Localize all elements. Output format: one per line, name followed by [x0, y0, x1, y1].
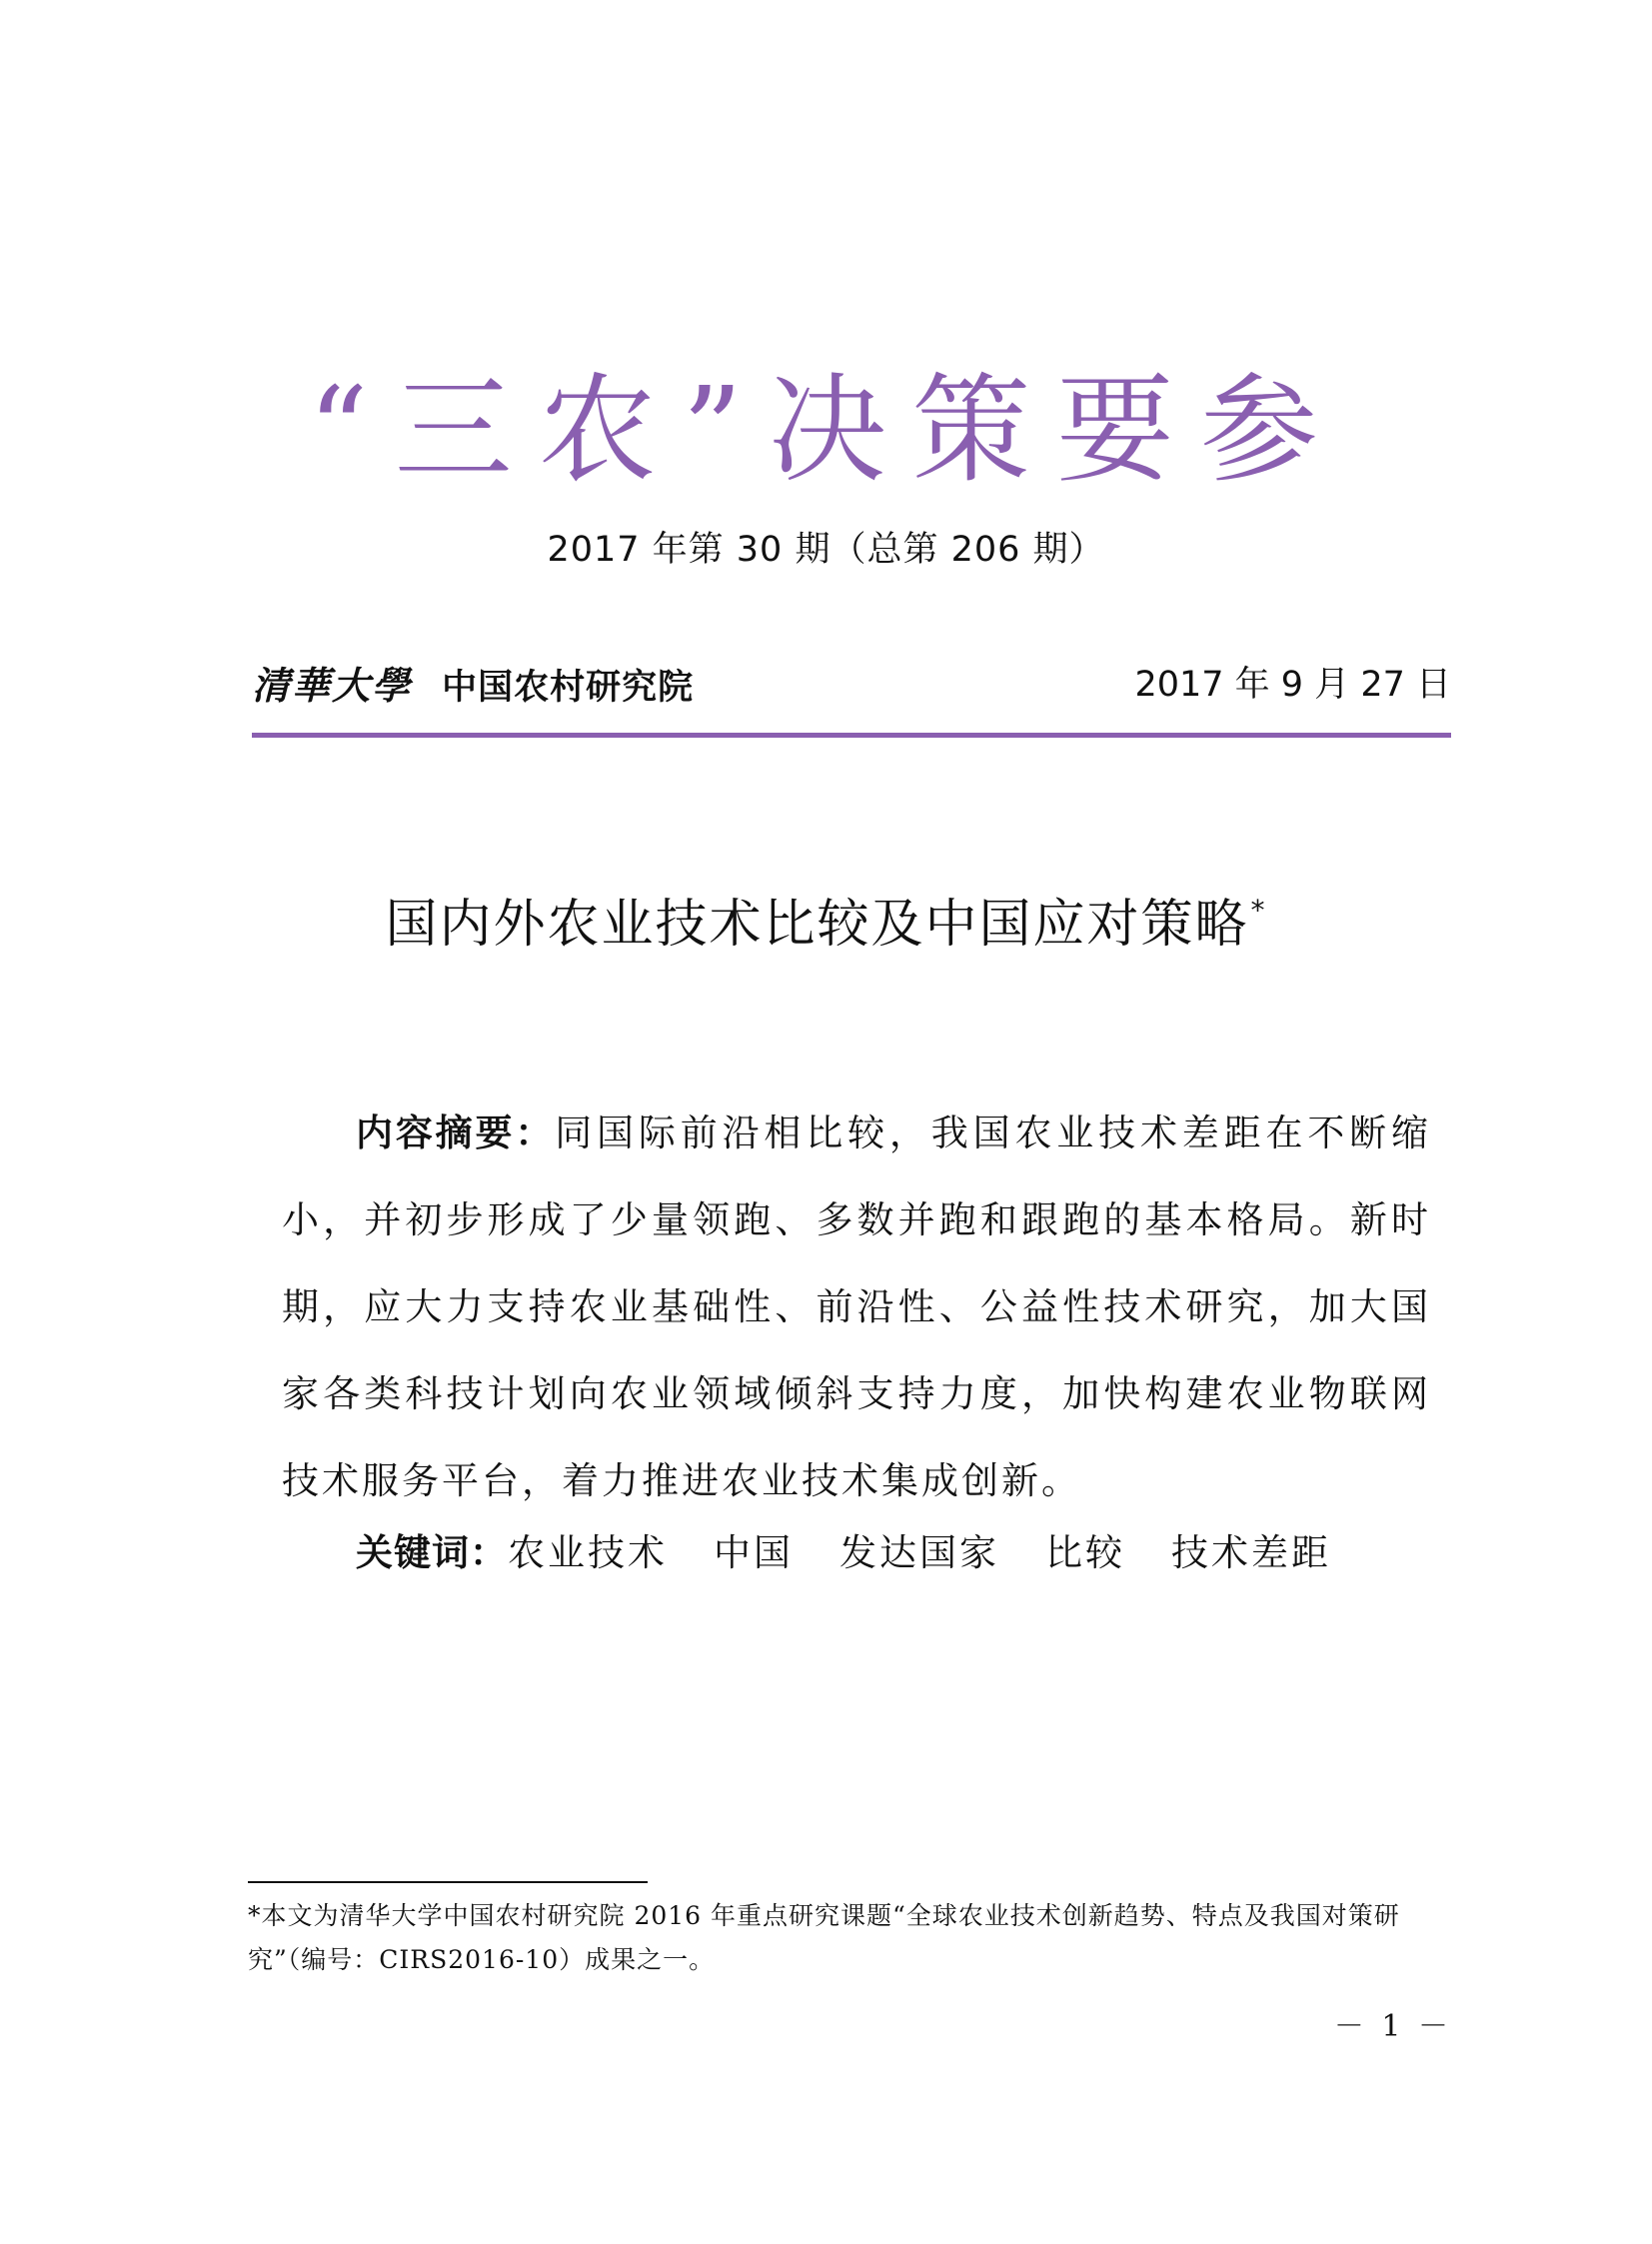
- keyword: 技术差距: [1171, 1531, 1331, 1574]
- university-logo-text: 清華大學: [252, 663, 413, 708]
- keyword: 中国: [714, 1531, 794, 1574]
- header-divider: [252, 733, 1451, 738]
- publication-masthead: “三农”决策要参: [308, 361, 1344, 499]
- footnote-divider: [248, 1881, 648, 1883]
- issue-number: 2017 年第 30 期（总第 206 期）: [547, 530, 1105, 570]
- abstract-text: 同国际前沿相比较，我国农业技术差距在不断缩小，并初步形成了少量领跑、多数并跑和跟跑的基本格局。新时期，应大力支持农业基础性、前沿性、公益性技术研究，加大国家各类科技计划向农业领域倾斜支持力度，加快构建农业物联网技术服务平台，着力推进农业技术集成创新。: [282, 1112, 1432, 1502]
- article-title: [0, 882, 1652, 957]
- keyword: 比较: [1045, 1531, 1125, 1574]
- page-number: － 1 －: [1333, 2009, 1452, 2044]
- footnote-marker: *: [1250, 894, 1267, 927]
- keyword: 发达国家: [839, 1531, 999, 1574]
- keywords: [356, 1522, 1377, 1576]
- article-title-text: 国内外农业技术比较及中国应对策略: [385, 895, 1249, 955]
- footnote: *本文为清华大学中国农村研究院 2016 年重点研究课题“全球农业技术创新趋势、特点及我国对策研究”（编号：CIRS2016-10）成果之一。: [248, 1901, 1400, 1974]
- abstract: [282, 1090, 1431, 1524]
- abstract-paragraph: [282, 1090, 1431, 1524]
- abstract-label: 内容摘要：: [356, 1112, 556, 1154]
- header-row: [252, 655, 1451, 711]
- keyword: 农业技术: [508, 1531, 668, 1574]
- institute-name: 中国农村研究院: [442, 668, 695, 708]
- publication-date: 2017 年 9 月 27 日: [1134, 665, 1451, 705]
- keywords-label: 关键词：: [356, 1531, 508, 1574]
- organization: [252, 655, 694, 710]
